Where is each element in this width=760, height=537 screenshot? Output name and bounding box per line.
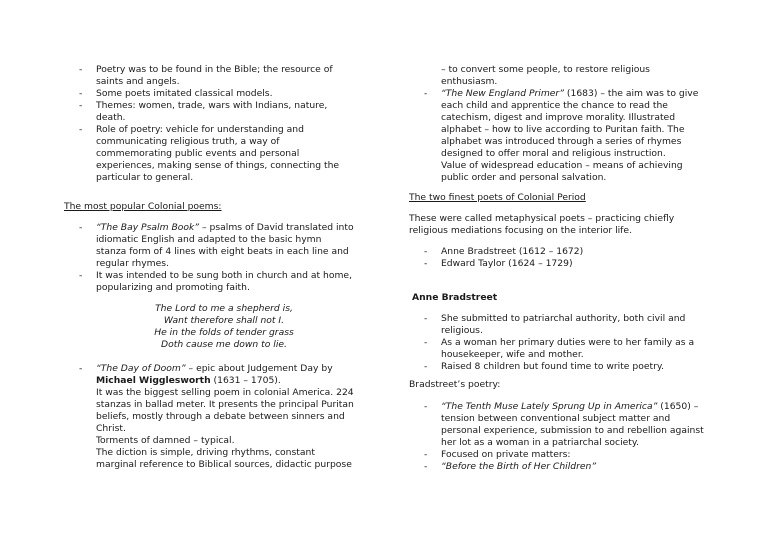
finest-poets-text: These were called metaphysical poets – practicing chiefly religious mediations focusing on the interior life. xyxy=(409,213,675,236)
list-item: - Some poets imitated classical models. xyxy=(79,88,273,99)
list-item-continued: – to convert some people, to restore religious enthusiasm. xyxy=(441,64,650,87)
primer-title: “The New England Primer” xyxy=(441,88,564,99)
verse-line: Want therefore shall not I. xyxy=(163,315,285,326)
anne-list xyxy=(409,313,699,373)
poets-list xyxy=(409,246,699,270)
list-item: - It was intended to be sung both in church and at home, popularizing and promoting faith. xyxy=(79,270,352,293)
poetry-list xyxy=(409,401,704,473)
primer-list xyxy=(409,64,699,184)
verse-line: He in the folds of tender grass xyxy=(154,327,294,338)
list-item: - Role of poetry: vehicle for understanding and communicating religious truth, a way of commemorating public events and personal experiences, making sense of things, connecting the particular to general. xyxy=(79,124,340,183)
popular-poems-heading: The most popular Colonial poems: xyxy=(64,201,222,212)
psalm-list xyxy=(64,222,354,294)
list-item: - Themes: women, trade, wars with Indians, nature, death. xyxy=(79,100,328,123)
psalm-verse xyxy=(114,303,334,351)
list-item: - “The Day of Doom” – epic about Judgement Day by Michael Wigglesworth (1631 – 1705). It was the biggest selling poem in colonial America. 224 stanzas in ballad meter. It presents the principal Puritan beliefs, mostly through a debate between sinners and Christ. Torments of damned – typical. The diction is simple, driving rhythms, constant marginal reference to Biblical sources, didactic purpose xyxy=(79,363,354,470)
list-item: - She submitted to patriarchal authority, both civil and religious. xyxy=(424,313,686,336)
list-item: - Poetry was to be found in the Bible; the resource of saints and angels. xyxy=(79,64,333,87)
doom-author: Michael Wigglesworth xyxy=(96,375,211,386)
list-item: - As a woman her primary duties were to her family as a housekeeper, wife and mother. xyxy=(424,337,695,360)
list-item: - Focused on private matters: xyxy=(424,449,571,460)
list-item: - Raised 8 children but found time to write poetry. xyxy=(424,361,664,372)
list-item: - Anne Bradstreet (1612 – 1672) xyxy=(424,246,584,257)
bradstreet-poetry-label: Bradstreet’s poetry: xyxy=(409,379,501,390)
psalm-title: “The Bay Psalm Book” xyxy=(96,222,200,233)
doom-title: “The Day of Doom” xyxy=(96,363,186,374)
verse-line: Doth cause me down to lie. xyxy=(161,339,287,350)
list-item: - “The New England Primer” (1683) – the aim was to give each child and apprentice the chance to read the catechism, digest and improve morality. Illustrated alphabet – how to live according to Puritan faith. The alphabet was introduced through a series of rhymes designed to offer moral and religious instruction. Value of widespread education – means of achieving public order and personal salvation. xyxy=(424,88,699,183)
doom-list xyxy=(64,363,354,471)
list-item: - “Before the Birth of Her Children” xyxy=(424,461,597,472)
finest-poets-heading: The two finest poets of Colonial Period xyxy=(409,192,586,203)
anne-heading: Anne Bradstreet xyxy=(412,292,498,303)
birth-title: “Before the Birth of Her Children” xyxy=(441,461,597,472)
intro-list xyxy=(64,64,354,184)
list-item: - “The Bay Psalm Book” – psalms of David translated into idiomatic English and adapted to the basic hymn stanza form of 4 lines with eight beats in each line and regular rhymes. xyxy=(79,222,354,269)
list-item: - Edward Taylor (1624 – 1729) xyxy=(424,258,573,269)
list-item: - “The Tenth Muse Lately Sprung Up in America” (1650) – tension between conventional subject matter and personal experience, submission to and rebellion against her lot as a woman in a patriarchal society. xyxy=(424,401,704,448)
verse-line: The Lord to me a shepherd is, xyxy=(155,303,293,314)
tenth-muse-title: “The Tenth Muse Lately Sprung Up in America” xyxy=(441,401,658,412)
